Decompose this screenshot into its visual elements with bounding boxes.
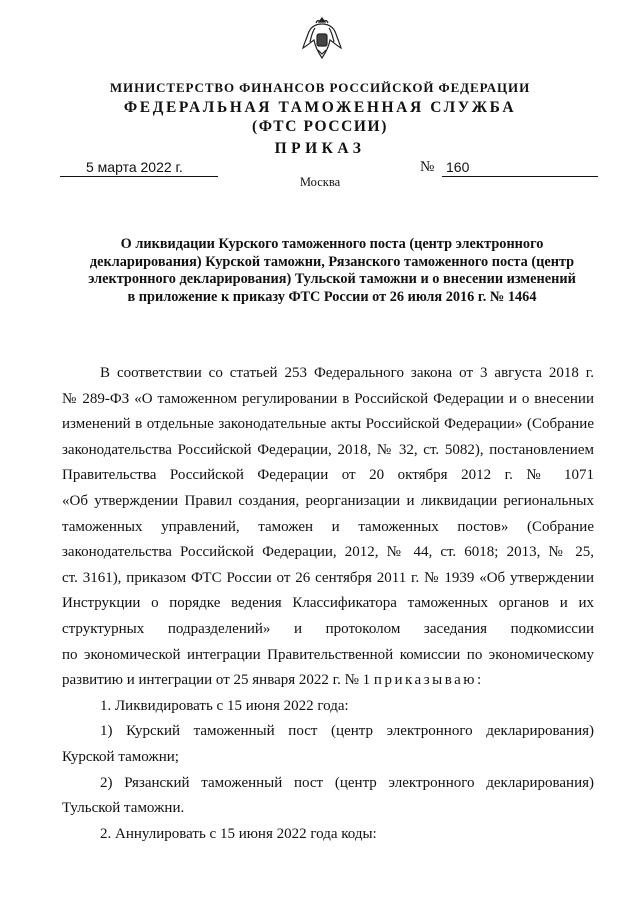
preamble-line: «Об утверждении Правил создания, реорганизации и ликвидации региональных — [62, 492, 594, 509]
item-2: 2. Аннулировать с 15 июня 2022 года коды: — [100, 825, 377, 842]
service-abbreviation: (ФТС РОССИИ) — [252, 118, 388, 135]
item-1: 1. Ликвидировать с 15 июня 2022 года: — [100, 697, 349, 714]
item-1-1-line: Курской таможни; — [62, 748, 179, 765]
preamble-line: законодательства Российской Федерации, 2012, № 44, ст. 6018; 2013, № 25, — [62, 544, 594, 561]
preamble-line: таможенных управлений, таможен и таможенных постов» (Собрание — [62, 518, 594, 535]
document-date: 5 марта 2022 г. — [60, 158, 218, 177]
title-line: декларирования) Курской таможни, Рязанского таможенного поста (центр — [89, 253, 575, 270]
ministry-name: МИНИСТЕРСТВО ФИНАНСОВ РОССИЙСКОЙ ФЕДЕРАЦИИ — [109, 80, 531, 95]
preamble-line: структурных подразделений» и протоколом заседания подкомиссии — [62, 620, 594, 637]
document-title — [82, 236, 582, 306]
number-sign: № — [420, 159, 435, 175]
preamble-line: Инструкции о порядке ведения Классификатора таможенных органов и их — [62, 595, 594, 612]
city: Москва — [299, 175, 341, 189]
preamble-line: по экономической интеграции Правительственной комиссии по экономическому — [62, 646, 594, 663]
item-1-1-line: 1) Курский таможенный пост (центр электронного декларирования) — [100, 723, 594, 740]
preamble-line: № 289-ФЗ «О таможенном регулировании в Российской Федерации и о внесении — [62, 390, 594, 407]
title-line: О ликвидации Курского таможенного поста (центр электронного — [120, 236, 544, 252]
document-number: 160 — [442, 158, 598, 177]
preamble-line: ст. 3161), приказом ФТС России от 26 сентября 2011 г. № 1939 «Об утверждении — [62, 569, 594, 586]
document-body — [62, 361, 594, 847]
title-line: в приложение к приказу ФТС России от 26 июля 2016 г. № 1464 — [127, 288, 537, 305]
service-name: ФЕДЕРАЛЬНАЯ ТАМОЖЕННАЯ СЛУЖБА — [123, 99, 517, 116]
item-1-2-line: 2) Рязанский таможенный пост (центр электронного декларирования) — [100, 774, 594, 791]
preamble-line: Правительства Российской Федерации от 20 октября 2012 г. № 1071 — [62, 467, 594, 484]
item-1-2-line: Тульской таможни. — [62, 800, 185, 817]
document-type: ПРИКАЗ — [274, 140, 366, 157]
preamble-line: В соответствии со статьей 253 Федерального закона от 3 августа 2018 г. — [100, 365, 594, 381]
preamble-line: законодательства Российской Федерации, 2018, № 32, ст. 5082), постановлением — [62, 441, 594, 458]
title-line: электронного декларирования) Тульской таможни и о внесении изменений — [88, 271, 576, 287]
order-word: приказываю: — [373, 672, 484, 689]
preamble-line: развитию и интеграции от 25 января 2022 г. № 1 — [62, 672, 371, 689]
state-emblem-icon — [302, 14, 342, 62]
preamble-line: изменений в отдельные законодательные акты Российской Федерации» (Собрание — [62, 416, 594, 433]
preamble-last-line — [62, 668, 594, 694]
